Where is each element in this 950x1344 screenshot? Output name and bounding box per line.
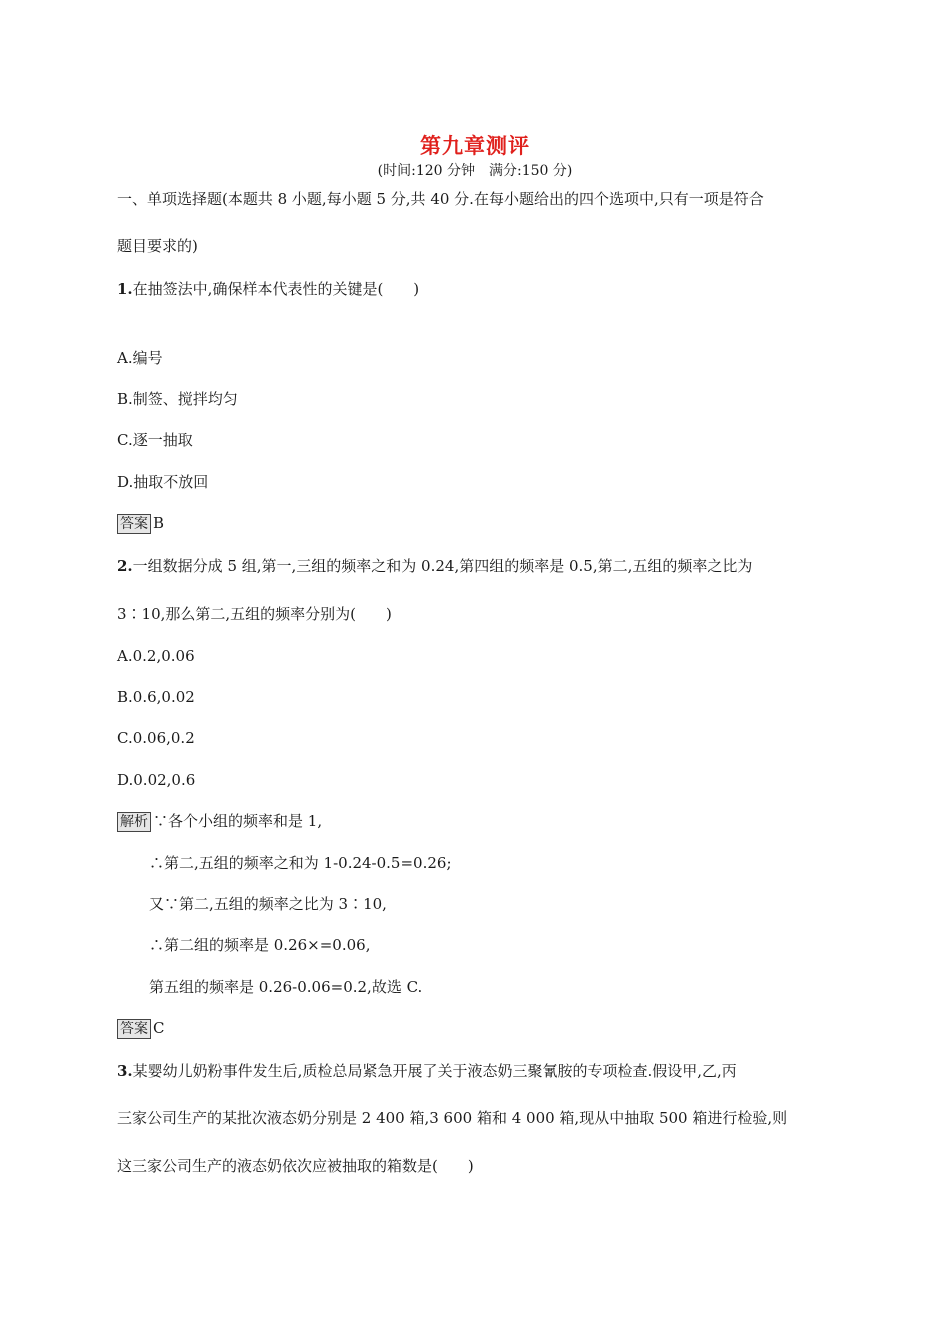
question-2-option-a: A.0.2,0.06 [117, 647, 195, 665]
section-instructions-line-2: 题目要求的) [117, 237, 198, 255]
question-3-stem-line-3: 这三家公司生产的液态奶依次应被抽取的箱数是( ) [117, 1157, 474, 1175]
question-1-option-c: C.逐一抽取 [117, 431, 193, 449]
question-2-option-d: D.0.02,0.6 [117, 771, 196, 789]
question-2-analysis-line-4: ∴第二组的频率是 0.26×=0.06, [149, 936, 371, 954]
question-1-answer [117, 513, 164, 534]
answer-tag: 答案 [117, 514, 151, 534]
question-1-stem [117, 279, 419, 299]
question-2-answer [117, 1018, 164, 1039]
question-text: 一组数据分成 5 组,第一,三组的频率之和为 0.24,第四组的频率是 0.5,第二,五组的频率之比为 [132, 557, 753, 575]
question-3-stem-line-1 [117, 1061, 737, 1081]
question-1-option-a: A.编号 [117, 349, 163, 367]
question-2-analysis-line-3: 又∵第二,五组的频率之比为 3∶10, [149, 895, 387, 913]
page-subtitle: (时间:120 分钟 满分:150 分) [377, 163, 573, 179]
question-3-stem-line-2: 三家公司生产的某批次液态奶分别是 2 400 箱,3 600 箱和 4 000 箱,现从中抽取 500 箱进行检验,则 [117, 1109, 788, 1127]
analysis-tag: 解析 [117, 812, 151, 832]
question-2-analysis-line-2: ∴第二,五组的频率之和为 1-0.24-0.5=0.26; [149, 854, 452, 872]
question-1-option-d: D.抽取不放回 [117, 473, 209, 491]
question-2-option-b: B.0.6,0.02 [117, 688, 195, 706]
question-2-analysis-line-5: 第五组的频率是 0.26-0.06=0.2,故选 C. [149, 978, 423, 996]
analysis-text: ∵各个小组的频率和是 1, [153, 812, 323, 830]
question-number: 3. [117, 1062, 133, 1080]
question-2-stem-line-2: 3∶10,那么第二,五组的频率分别为( ) [117, 605, 392, 623]
question-2-stem-line-1 [117, 556, 752, 576]
question-1-option-b: B.制签、搅拌均匀 [117, 390, 238, 408]
answer-value: C [153, 1019, 165, 1037]
answer-tag: 答案 [117, 1019, 151, 1039]
question-number: 2. [117, 557, 133, 575]
section-instructions-line-1: 一、单项选择题(本题共 8 小题,每小题 5 分,共 40 分.在每小题给出的四个选项中,只有一项是符合 [117, 190, 764, 208]
page-title: 第九章测评 [420, 133, 530, 158]
question-text: 某婴幼儿奶粉事件发生后,质检总局紧急开展了关于液态奶三聚氰胺的专项检查.假设甲,乙,丙 [132, 1062, 737, 1080]
question-2-analysis-line-1 [117, 811, 322, 832]
question-text: 在抽签法中,确保样本代表性的关键是( ) [132, 280, 420, 298]
question-number: 1. [117, 280, 133, 298]
answer-value: B [153, 514, 165, 532]
question-2-option-c: C.0.06,0.2 [117, 729, 195, 747]
